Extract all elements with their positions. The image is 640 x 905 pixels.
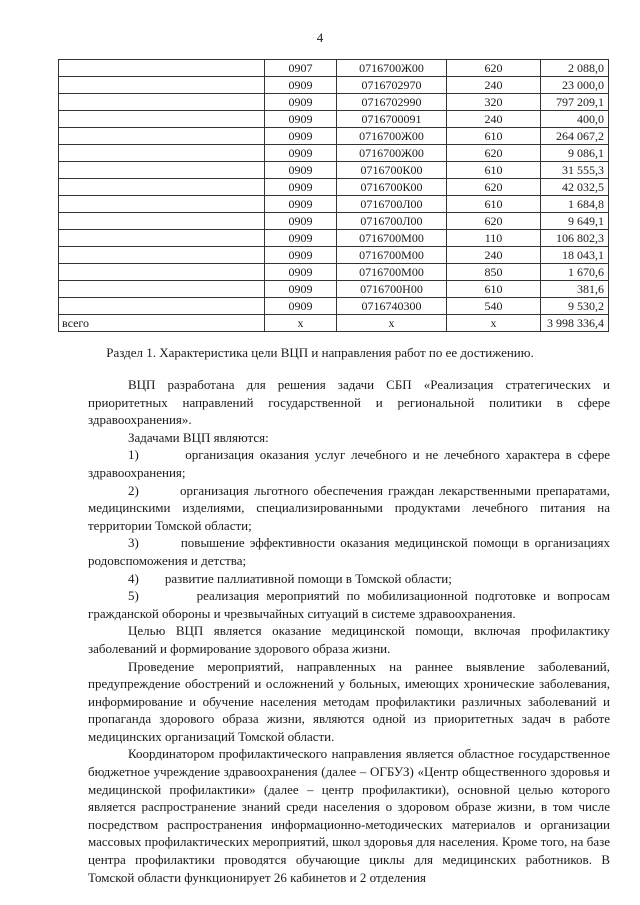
table-cell <box>59 213 265 230</box>
table-cell: x <box>447 315 541 332</box>
table-cell: 0716700091 <box>337 111 447 128</box>
table-row <box>59 298 609 315</box>
table-cell: 240 <box>447 77 541 94</box>
list-item <box>88 446 610 481</box>
table-cell: 620 <box>447 179 541 196</box>
table-cell: 797 209,1 <box>541 94 609 111</box>
table-cell: 0716700Ж00 <box>337 60 447 77</box>
table-cell: 240 <box>447 111 541 128</box>
table-row <box>59 264 609 281</box>
table-cell: 0716700Н00 <box>337 281 447 298</box>
table-cell <box>59 162 265 179</box>
table-cell: 1 684,8 <box>541 196 609 213</box>
table-cell: 240 <box>447 247 541 264</box>
table-cell: 1 670,6 <box>541 264 609 281</box>
table-cell: 0716740300 <box>337 298 447 315</box>
table-cell: 9 649,1 <box>541 213 609 230</box>
table-cell: 0909 <box>265 179 337 196</box>
table-row <box>59 196 609 213</box>
table-cell <box>59 179 265 196</box>
table-cell: 0716700К00 <box>337 179 447 196</box>
table-total-row <box>59 315 609 332</box>
section-title: Раздел 1. Характеристика цели ВЦП и направления работ по ее достижению. <box>106 345 534 360</box>
table-cell: 610 <box>447 196 541 213</box>
table-cell: 400,0 <box>541 111 609 128</box>
table-row <box>59 281 609 298</box>
table-cell: 0909 <box>265 145 337 162</box>
page-number: 4 <box>316 30 324 45</box>
table-cell: 9 530,2 <box>541 298 609 315</box>
table-cell: 0909 <box>265 298 337 315</box>
table-cell: 0716700Ж00 <box>337 128 447 145</box>
table-cell <box>59 230 265 247</box>
paragraph: ВЦП разработана для решения задачи СБП «Реализация стратегических и приоритетных направлений государственной и региональной политики в сфере здравоохранения». <box>88 377 610 428</box>
table-cell: 610 <box>447 162 541 179</box>
table-cell: 0716700М00 <box>337 264 447 281</box>
list-number: 4) <box>128 570 139 586</box>
table-row <box>59 128 609 145</box>
table-row <box>59 179 609 196</box>
table-cell: 610 <box>447 128 541 145</box>
table-row <box>59 230 609 247</box>
list-item <box>88 482 610 535</box>
table-row <box>59 162 609 179</box>
table-row <box>59 145 609 162</box>
table-cell: 0909 <box>265 213 337 230</box>
list-item <box>88 534 610 569</box>
table-cell: 0909 <box>265 111 337 128</box>
table-cell: x <box>337 315 447 332</box>
list-item <box>88 570 610 588</box>
table-cell: 9 086,1 <box>541 145 609 162</box>
table-row <box>59 94 609 111</box>
table-cell <box>59 77 265 94</box>
table-cell: 620 <box>447 60 541 77</box>
table-cell: 0909 <box>265 247 337 264</box>
paragraph: Координатором профилактического направления является областное государственное бюджетное учреждение здравоохранения (далее – ОГБУЗ) «Центр общественного здоровья и медицинской профилактики» (далее – центр профилактики), основной целью которого является распространение знаний среди населения о здоровом образе жизни, в том числе посредством распространения информационно-методических материалов и организации массовых профилактических мероприятий, школ здоровья для населения. Кроме того, на базе центра профилактики проводятся обучающие циклы для медицинских работников. В Томской области функционирует 26 кабинетов и 2 отделения <box>88 746 610 885</box>
table-cell: 18 043,1 <box>541 247 609 264</box>
list-text: организация оказания услуг лечебного и не лечебного характера в сфере здравоохранения; <box>88 447 611 480</box>
table-cell <box>59 128 265 145</box>
table-cell: x <box>265 315 337 332</box>
list-number: 1) <box>128 447 139 463</box>
table-cell: 0909 <box>265 94 337 111</box>
table-cell: 381,6 <box>541 281 609 298</box>
table-cell <box>59 94 265 111</box>
table-row <box>59 111 609 128</box>
list-number: 3) <box>128 535 139 551</box>
table-cell: 42 032,5 <box>541 179 609 196</box>
table-cell: 0716700К00 <box>337 162 447 179</box>
list-text: организация льготного обеспечения граждан лекарственными препаратами, медицинскими изделиями, специализированными продуктами лечебного питания на территории Томской области; <box>88 482 611 533</box>
table-cell <box>59 281 265 298</box>
budget-table <box>58 59 609 332</box>
list-number: 2) <box>128 482 139 498</box>
table-cell: 0716700Л00 <box>337 196 447 213</box>
list-item <box>88 587 610 622</box>
paragraph: Проведение мероприятий, направленных на раннее выявление заболеваний, предупреждение обострений и осложнений у больных, имеющих хронические заболевания, информирование и обучение населения методам профилактики различных заболеваний и пропаганда здорового образа жизни, являются одной из приоритетных задач в работе медицинских организаций Томской области. <box>88 658 610 744</box>
table-cell: 0909 <box>265 128 337 145</box>
table-cell: 0716700Л00 <box>337 213 447 230</box>
table-cell <box>59 111 265 128</box>
table-cell: 0716702990 <box>337 94 447 111</box>
table-cell: 320 <box>447 94 541 111</box>
table-cell: 0909 <box>265 281 337 298</box>
table-cell: 540 <box>447 298 541 315</box>
table-cell <box>59 264 265 281</box>
table-cell: 23 000,0 <box>541 77 609 94</box>
table-row <box>59 60 609 77</box>
table-cell: 0716700М00 <box>337 247 447 264</box>
table-cell <box>59 298 265 315</box>
table-cell: 610 <box>447 281 541 298</box>
table-cell: 0909 <box>265 264 337 281</box>
table-cell: 0909 <box>265 230 337 247</box>
list-text: развитие паллиативной помощи в Томской области; <box>164 570 452 586</box>
table-cell <box>59 60 265 77</box>
table-row <box>59 213 609 230</box>
table-cell: 106 802,3 <box>541 230 609 247</box>
paragraph: Целью ВЦП является оказание медицинской помощи, включая профилактику заболеваний и формирование здорового образа жизни. <box>88 623 610 656</box>
table-cell <box>59 247 265 264</box>
list-number: 5) <box>128 588 139 604</box>
table-cell <box>59 196 265 213</box>
table-cell: 0909 <box>265 196 337 213</box>
table-cell: 3 998 336,4 <box>541 315 609 332</box>
table-cell: 0716700М00 <box>337 230 447 247</box>
paragraph: Задачами ВЦП являются: <box>128 429 269 445</box>
table-cell: 620 <box>447 213 541 230</box>
table-cell: 0909 <box>265 162 337 179</box>
table-cell: 0907 <box>265 60 337 77</box>
table-cell: всего <box>59 315 265 332</box>
table-cell <box>59 145 265 162</box>
list-text: реализация мероприятий по мобилизационной подготовке и вопросам гражданской обороны и чрезвычайных ситуаций в системе здравоохранения. <box>88 588 610 621</box>
table-row <box>59 77 609 94</box>
table-cell: 0716700Ж00 <box>337 145 447 162</box>
table-cell: 264 067,2 <box>541 128 609 145</box>
list-text: повышение эффективности оказания медицинской помощи в организациях родовспоможения и детства; <box>88 535 610 568</box>
table-cell: 2 088,0 <box>541 60 609 77</box>
table-cell: 0909 <box>265 77 337 94</box>
table-cell: 110 <box>447 230 541 247</box>
table-cell: 620 <box>447 145 541 162</box>
table-cell: 850 <box>447 264 541 281</box>
table-cell: 0716702970 <box>337 77 447 94</box>
table-cell: 31 555,3 <box>541 162 609 179</box>
body-text <box>88 376 610 886</box>
table-row <box>59 247 609 264</box>
